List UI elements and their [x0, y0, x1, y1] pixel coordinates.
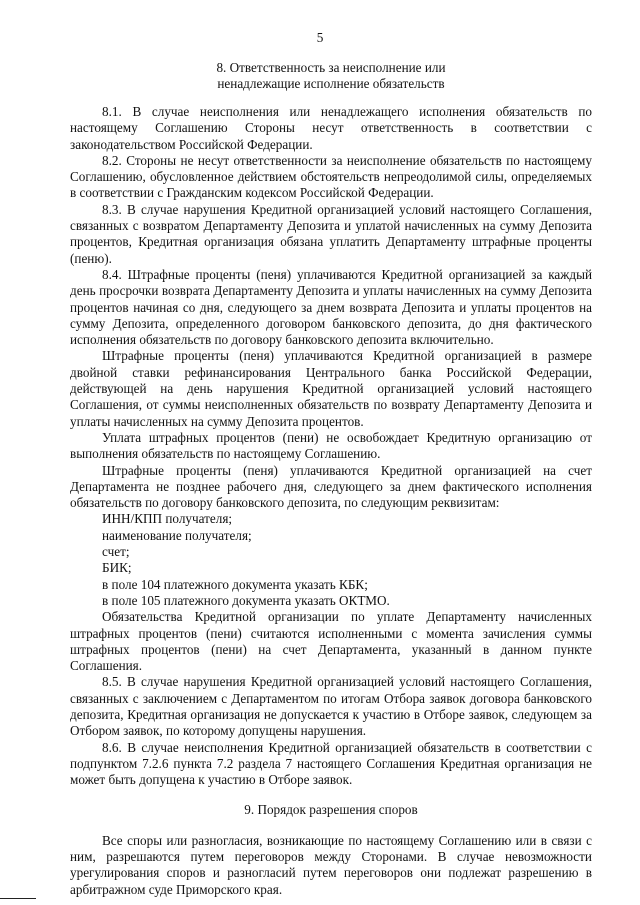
requisite-inn: ИНН/КПП получателя;: [102, 511, 233, 527]
section-8-title-line2: ненадлежащие исполнение обязательств: [217, 76, 445, 92]
page-number: 5: [316, 30, 324, 45]
clause-8-2: 8.2. Стороны не несут ответственности за неисполнение обязательств по настоящему Соглашению, обусловленное действием обстоятельств непреодолимой силы, определяемых в соответствии с Гражданским кодексом Российской Федерации.: [70, 152, 592, 201]
requisite-bik: БИК;: [102, 560, 132, 576]
clause-8-3: 8.3. В случае нарушения Кредитной организацией условий настоящего Соглашения, связанных с возвратом Департаменту Депозита и уплатой начисленных на сумму Депозита процентов, Кредитная организация обязана уплатить Департаменту штрафные проценты (пеню).: [70, 201, 592, 266]
clause-9-1: Все споры или разногласия, возникающие по настоящему Соглашению или в связи с ним, разрешаются путем переговоров между Сторонами. В случае невозможности урегулирования споров и разногласий путем переговоров они подлежат разрешению в арбитражном суде Приморского края.: [70, 832, 592, 897]
requisite-oktmo: в поле 105 платежного документа указать ОКТМО.: [102, 592, 390, 608]
section-9-title: 9. Порядок разрешения споров: [244, 802, 418, 818]
requisite-account: счет;: [102, 544, 130, 560]
footnote-rule: [0, 898, 36, 899]
requisite-kbk: в поле 104 платежного документа указать КБК;: [102, 576, 368, 592]
clause-8-1: 8.1. В случае неисполнения или ненадлежащего исполнения обязательств по настоящему Соглашению Стороны несут ответственность в соответствии с законодательством Российской Федерации.: [70, 104, 592, 152]
clause-8-4-release: Уплата штрафных процентов (пени) не освобождает Кредитную организацию от выполнения обязательств по настоящему Соглашению.: [70, 429, 592, 462]
clause-8-5: 8.5. В случае нарушения Кредитной организацией условий настоящего Соглашения, связанных с заключением с Департаментом по итогам Отбора заявок договора банковского депозита, Кредитная организация не допускается к участию в Отборе заявок, следующем за Отбором заявок, по которому допущены нарушения.: [70, 674, 592, 739]
clause-8-4: 8.4. Штрафные проценты (пеня) уплачиваются Кредитной организацией за каждый день просрочки возврата Департаменту Депозита и уплаты начисленных на сумму Депозита процентов начиная со дня, следующего за днем возврата Депозита и уплаты процентов на сумму Депозита, определенного договором банковского депозита, до дня фактического исполнения обязательств по договору банковского депозита включительно.: [70, 266, 592, 348]
clause-8-6: 8.6. В случае неисполнения Кредитной организацией обязательств в соответствии с подпунктом 7.2.6 пункта 7.2 раздела 7 настоящего Соглашения Кредитная организация не может быть допущена к участию в Отборе заявок.: [70, 739, 592, 788]
section-8: [70, 60, 592, 93]
clause-8-4-rate: Штрафные проценты (пеня) уплачиваются Кредитной организацией в размере двойной ставки рефинансирования Центрального банка Российской Федерации, действующей на день нарушения Кредитной организацией условий настоящего Соглашения, от суммы неисполненных обязательств по возврату Департаменту Депозита и уплаты начисленных на сумму Депозита процентов.: [70, 348, 592, 429]
clause-8-4-fulfilment: Обязательства Кредитной организации по уплате Департаменту начисленных штрафных процентов (пени) считаются исполненными с момента зачисления суммы штрафных процентов (пени) на счет Департамента, указанный в данном пункте Соглашения.: [70, 609, 592, 674]
clause-8-4-payment: Штрафные проценты (пеня) уплачиваются Кредитной организацией на счет Департамента не позднее рабочего дня, следующего за днем фактического исполнения обязательств по договору банковского депозита, по следующим реквизитам:: [70, 462, 592, 511]
section-8-text: [70, 104, 592, 898]
requisite-name: наименование получателя;: [102, 527, 252, 543]
section-8-title-line1: 8. Ответственность за неисполнение или: [216, 60, 446, 75]
